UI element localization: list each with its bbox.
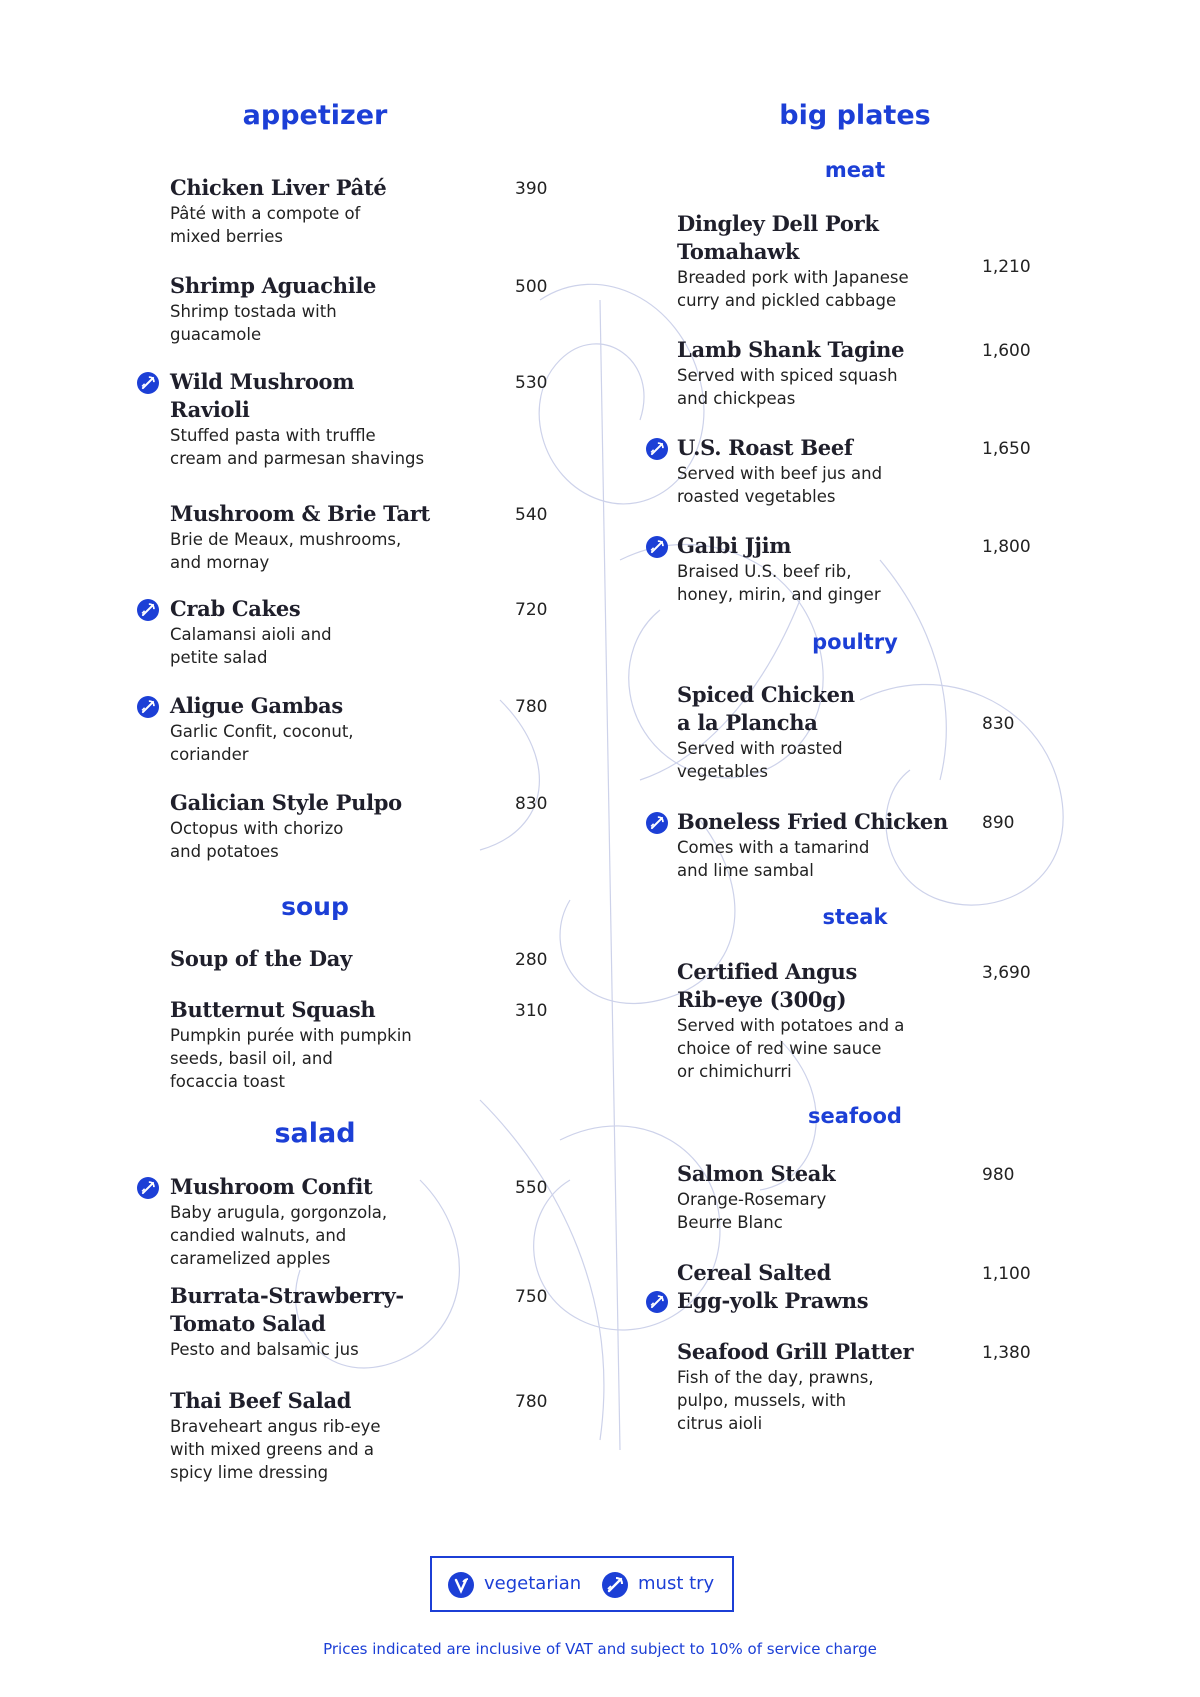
menu-item-description: Served with beef jus and roasted vegetables [677, 464, 883, 506]
menu-item [677, 532, 987, 606]
menu-item-name: Dingley Dell Pork Tomahawk [677, 211, 879, 264]
menu-item-description: Calamansi aioli and petite salad [170, 625, 332, 667]
menu-item-price: 890 [982, 813, 1015, 833]
menu-item [170, 500, 460, 574]
menu-item-description: Breaded pork with Japanese curry and pickled cabbage [677, 268, 909, 310]
menu-item-name: Chicken Liver Pâté [170, 175, 387, 200]
section-heading-salad: salad [274, 1118, 356, 1149]
menu-item-price: 280 [515, 950, 548, 970]
must-try-icon [646, 1291, 668, 1313]
menu-item [677, 958, 987, 1083]
subsection-heading-poultry: poultry [812, 630, 898, 654]
footer-note: Prices indicated are inclusive of VAT and subject to 10% of service charge [323, 1640, 877, 1658]
must-try-icon [137, 1177, 159, 1199]
menu-item-description: Garlic Confit, coconut, coriander [170, 722, 354, 764]
must-try-icon [646, 536, 668, 558]
menu-item-price: 830 [982, 714, 1015, 734]
menu-item-description: Comes with a tamarind and lime sambal [677, 838, 870, 880]
menu-item-price: 750 [515, 1287, 548, 1307]
subsection-heading-meat: meat [824, 158, 886, 182]
menu-item [677, 1160, 987, 1234]
menu-item-name: Spiced Chicken a la Plancha [677, 682, 855, 735]
section-heading-big-plates: big plates [779, 100, 931, 131]
menu-item-description: Stuffed pasta with truffle cream and parmesan shavings [170, 426, 425, 468]
section-heading-soup: soup [281, 892, 349, 921]
menu-item [170, 996, 460, 1093]
menu-item-name: U.S. Roast Beef [677, 435, 853, 460]
menu-item [170, 1282, 460, 1361]
menu-item [677, 336, 987, 410]
menu-item-description: Orange-Rosemary Beurre Blanc [677, 1190, 827, 1232]
menu-item [677, 681, 987, 783]
menu-item-name: Boneless Fried Chicken [677, 809, 948, 834]
menu-item-name: Seafood Grill Platter [677, 1339, 914, 1364]
menu-item-name: Certified Angus Rib-eye (300g) [677, 959, 858, 1012]
menu-item-name: Cereal Salted Egg-yolk Prawns [677, 1260, 869, 1313]
menu-item-price: 530 [515, 373, 548, 393]
menu-item-price: 1,650 [982, 439, 1031, 459]
menu-item-description: Brie de Meaux, mushrooms, and mornay [170, 530, 402, 572]
menu-item-name: Galician Style Pulpo [170, 790, 402, 815]
must-try-icon [646, 812, 668, 834]
menu-item-description: Braveheart angus rib-eye with mixed greens and a spicy lime dressing [170, 1417, 381, 1482]
legend-vegetarian-label: vegetarian [484, 1573, 582, 1594]
menu-item-price: 390 [515, 179, 548, 199]
menu-item [677, 434, 987, 508]
menu-item-price: 830 [515, 794, 548, 814]
menu-item-name: Wild Mushroom Ravioli [170, 369, 355, 422]
subsection-heading-steak: steak [822, 905, 888, 929]
menu-item-price: 3,690 [982, 963, 1031, 983]
menu-item-price: 1,210 [982, 257, 1031, 277]
legend-must-try-label: must try [638, 1573, 715, 1594]
menu-item [170, 1387, 460, 1484]
subsection-heading-seafood: seafood [808, 1104, 902, 1128]
menu-item [170, 272, 460, 346]
menu-item-name: Aligue Gambas [170, 693, 343, 718]
menu-item-name: Lamb Shank Tagine [677, 337, 905, 362]
menu-item-description: Pesto and balsamic jus [170, 1340, 359, 1359]
menu-item-price: 540 [515, 505, 548, 525]
section-heading-appetizer: appetizer [242, 100, 388, 131]
menu-item-description: Fish of the day, prawns, pulpo, mussels, with citrus aioli [677, 1368, 874, 1433]
menu-item-name: Soup of the Day [170, 946, 352, 971]
menu-item-name: Crab Cakes [170, 596, 301, 621]
menu-item-description: Shrimp tostada with guacamole [170, 302, 337, 344]
menu-item-price: 550 [515, 1178, 548, 1198]
menu-item-description: Pâté with a compote of mixed berries [170, 204, 361, 246]
menu-item-description: Braised U.S. beef rib, honey, mirin, and ginger [677, 562, 881, 604]
menu-item-description: Served with potatoes and a choice of red wine sauce or chimichurri [677, 1016, 905, 1081]
must-try-icon [137, 696, 159, 718]
menu-item-name: Galbi Jjim [677, 533, 792, 558]
menu-item-price: 780 [515, 697, 548, 717]
menu-item-description: Served with spiced squash and chickpeas [677, 366, 898, 408]
menu-item-price: 1,100 [982, 1264, 1031, 1284]
menu-item [170, 368, 460, 470]
must-try-icon [602, 1572, 628, 1598]
menu-item-description: Octopus with chorizo and potatoes [170, 819, 344, 861]
menu-item-price: 780 [515, 1392, 548, 1412]
menu-item-name: Burrata-Strawberry- Tomato Salad [170, 1283, 404, 1336]
menu-item-name: Thai Beef Salad [170, 1388, 352, 1413]
menu-item [170, 692, 460, 766]
menu-item [677, 210, 987, 312]
menu-item-name: Mushroom & Brie Tart [170, 501, 430, 526]
menu-item-price: 1,380 [982, 1343, 1031, 1363]
menu-item-name: Shrimp Aguachile [170, 273, 377, 298]
menu-item-price: 720 [515, 600, 548, 620]
menu-item-description: Pumpkin purée with pumpkin seeds, basil oil, and focaccia toast [170, 1026, 412, 1091]
must-try-icon [137, 372, 159, 394]
menu-item [170, 174, 460, 248]
legend-box [430, 1556, 734, 1612]
menu-item-description: Served with roasted vegetables [677, 739, 843, 781]
menu-item [677, 1338, 987, 1435]
menu-item [170, 1173, 460, 1270]
menu-item [677, 1259, 987, 1315]
menu-item-price: 1,600 [982, 341, 1031, 361]
menu-item-price: 1,800 [982, 537, 1031, 557]
menu-item-name: Salmon Steak [677, 1161, 836, 1186]
menu-item [170, 945, 460, 973]
menu-item-price: 310 [515, 1001, 548, 1021]
menu-item [170, 595, 460, 669]
menu-item-description: Baby arugula, gorgonzola, candied walnuts, and caramelized apples [170, 1203, 388, 1268]
menu-item-price: 980 [982, 1165, 1015, 1185]
menu-item-name: Mushroom Confit [170, 1174, 373, 1199]
menu-item-name: Butternut Squash [170, 997, 376, 1022]
must-try-icon [646, 438, 668, 460]
menu-item [170, 789, 460, 863]
menu-item-price: 500 [515, 277, 548, 297]
vegetarian-icon [448, 1572, 474, 1598]
menu-item [677, 808, 987, 882]
must-try-icon [137, 599, 159, 621]
